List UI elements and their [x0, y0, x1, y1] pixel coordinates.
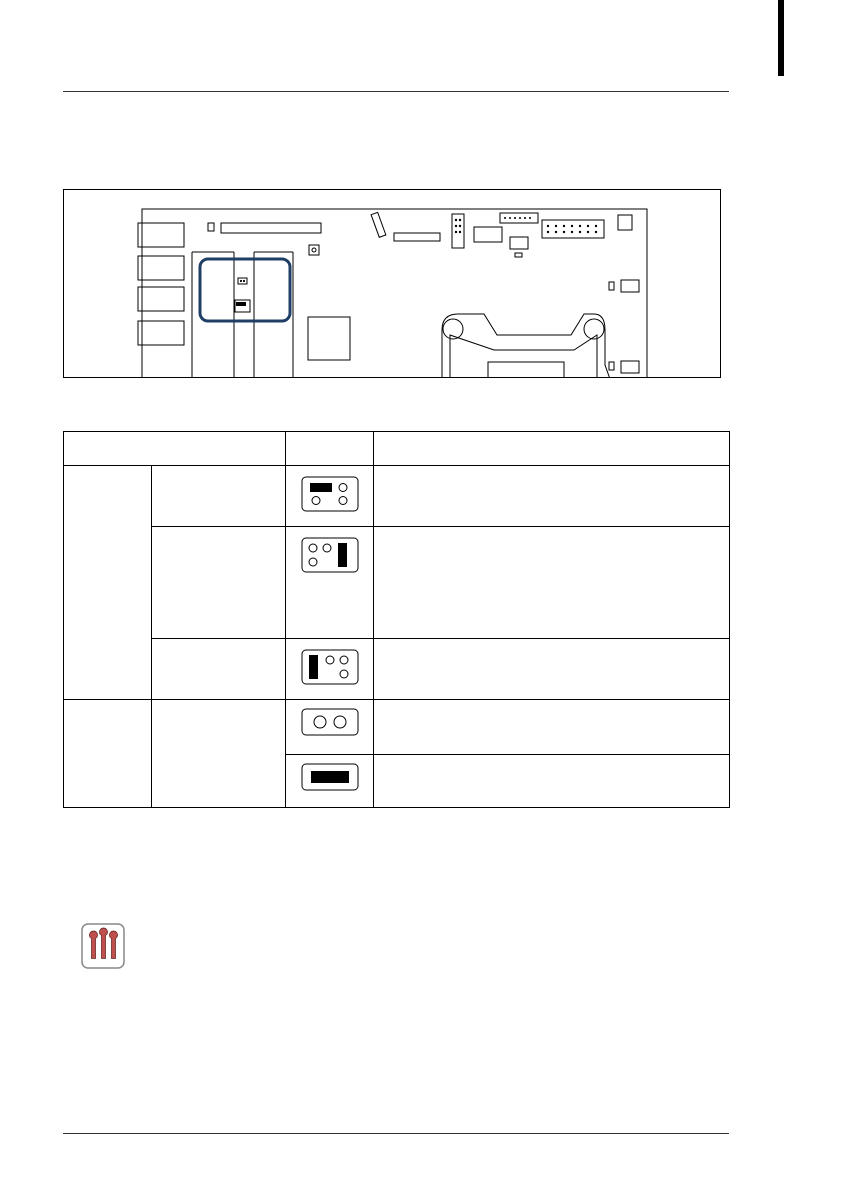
description-cell [374, 700, 730, 755]
upgrade-and-repair-icon [81, 923, 125, 969]
setting-cell [152, 639, 286, 700]
jumper-pos-3-4-icon [301, 537, 359, 573]
header-cell-description [374, 432, 730, 466]
setting-cell [152, 466, 286, 527]
footer-rule [63, 1133, 729, 1134]
table-header-row [64, 432, 730, 466]
jumper-open-icon [301, 708, 359, 736]
header-cell-jumper [286, 432, 374, 466]
header-cell-setting [64, 432, 286, 466]
system-board-drawing [64, 190, 721, 378]
table-row [64, 527, 730, 639]
table-row [64, 639, 730, 700]
system-board-figure [63, 189, 721, 378]
table-row [64, 700, 730, 755]
description-cell [374, 466, 730, 527]
setting-cell [152, 700, 286, 808]
table-row [64, 466, 730, 527]
group-cell [64, 700, 152, 808]
jumper-settings-table [63, 431, 730, 808]
group-cell [64, 466, 152, 700]
description-cell [374, 639, 730, 700]
jumper-pos-left-vertical-icon [301, 649, 359, 685]
jumper-closed-icon [301, 763, 359, 791]
page-corner-marker [778, 0, 784, 76]
description-cell [374, 527, 730, 639]
setting-cell [152, 527, 286, 639]
jumper-pos-1-2-icon [301, 476, 359, 512]
description-cell [374, 755, 730, 808]
header-rule [63, 91, 729, 92]
